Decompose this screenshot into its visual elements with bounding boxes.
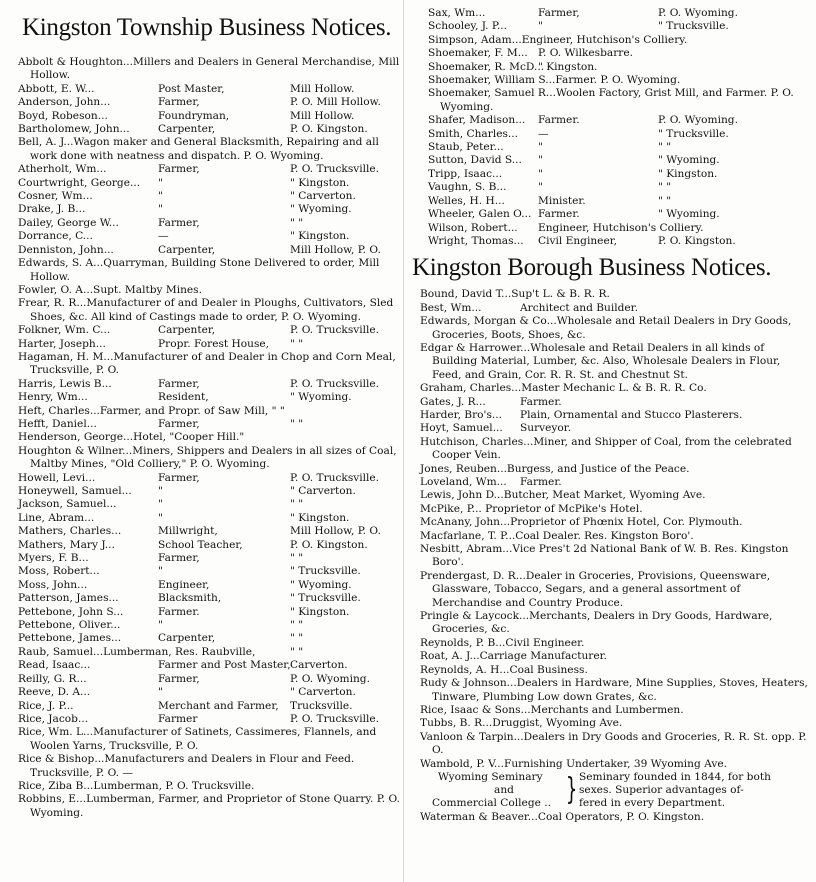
notice-entry <box>18 378 400 391</box>
entry-post-office: Mill Hollow. <box>290 82 355 95</box>
notice-entry <box>18 646 400 659</box>
entry-post-office: " Carverton. <box>290 190 356 203</box>
entry-post-office: " " <box>658 194 672 207</box>
entry-name: Harder, Bro's... <box>420 408 502 421</box>
entry-occupation: Carpenter, <box>158 324 216 337</box>
notice-entry <box>428 7 810 20</box>
entry-occupation: " <box>158 485 163 497</box>
notice-entry: Edwards, Morgan & Co...Wholesale and Retail Dealers in Dry Goods, Groceries, Boots, Shoes, &c. <box>420 315 792 341</box>
entry-name: Anderson, John... <box>18 96 111 109</box>
entry-occupation: — <box>538 127 549 140</box>
entry-post-office: Mill Hollow. <box>290 109 355 122</box>
notice-entry: Bell, A. J...Wagon maker and General Blacksmith, Repairing and all work done with neatness and dispatch. P. O. Wyoming. <box>18 136 379 162</box>
entry-post-office: P. O. Wyoming. <box>658 7 738 19</box>
notice-entry: Heft, Charles...Farmer, and Propr. of Saw Mill, " " <box>18 404 285 417</box>
notice-entry <box>428 195 810 208</box>
entry-name: Abbott, E. W... <box>18 82 95 95</box>
notice-entry <box>18 632 400 645</box>
notice-entry <box>420 396 810 409</box>
entry-name: Shoemaker, R. McD... <box>428 60 545 73</box>
entry-post-office: " Trucksville. <box>658 20 729 33</box>
entry-post-office: " " <box>658 181 672 194</box>
entry-name: Gates, J. R... <box>420 395 486 408</box>
notice-entry <box>18 123 400 136</box>
entry-name: Shafer, Madison... <box>428 114 526 127</box>
entry-post-office: Mill Hollow, P. O. <box>290 243 381 256</box>
notice-entry: Waterman & Beaver...Coal Operators, P. O. Kingston. <box>420 810 705 823</box>
entry-occupation: " <box>158 203 163 216</box>
entry-name: Moss, Robert... <box>18 565 100 578</box>
entry-post-office: " " <box>290 645 304 658</box>
entry-name: Rice, Jacob... <box>18 712 89 725</box>
entry-name: Moss, John... <box>18 578 88 591</box>
notice-entry <box>18 96 400 109</box>
notice-entry: Lewis, John D...Butcher, Meat Market, Wyoming Ave. <box>420 489 706 502</box>
entry-post-office: P. O. Trucksville. <box>290 471 380 484</box>
entry-post-office: " " <box>290 552 304 565</box>
entry-post-office: " " <box>290 498 304 511</box>
entry-occupation: Farmer, <box>158 417 200 430</box>
entry-name: Atherholt, Wm... <box>18 163 107 176</box>
borough-notices <box>420 288 810 771</box>
entry-occupation: Minister. <box>538 194 586 207</box>
entry-occupation: " <box>158 176 163 189</box>
entry-occupation: Engineer, Hutchison's Colliery. <box>538 221 704 234</box>
entry-occupation: Surveyor. <box>520 422 572 435</box>
entry-post-office: " Wyoming. <box>658 208 720 221</box>
notice-entry <box>18 485 400 498</box>
entry-name: Patterson, James... <box>18 592 119 605</box>
entry-post-office: P. O. Wyoming. <box>658 114 738 127</box>
notice-entry <box>428 235 810 248</box>
entry-occupation: Merchant and Farmer, <box>158 699 279 712</box>
notice-entry <box>18 606 400 619</box>
entry-occupation: " <box>158 511 163 524</box>
entry-occupation: Farmer, <box>158 163 200 176</box>
entry-name: Vaughn, S. B... <box>428 181 507 194</box>
entry-occupation: Foundryman, <box>158 109 230 122</box>
entry-name: Line, Abram... <box>18 511 95 524</box>
entry-occupation: P. O. Wilkesbarre. <box>538 47 633 60</box>
entry-occupation: Engineer, <box>158 578 210 591</box>
notice-entry <box>18 700 400 713</box>
entry-name: Best, Wm... <box>420 301 482 314</box>
entry-name: Pettebone, James... <box>18 632 122 645</box>
notice-entry <box>18 338 400 351</box>
entry-occupation: Carpenter, <box>158 632 216 645</box>
seminary-and: and <box>494 783 514 796</box>
notice-entry: Henderson, George...Hotel, "Cooper Hill." <box>18 431 245 444</box>
notice-entry <box>428 222 810 235</box>
notice-entry <box>420 302 810 315</box>
entry-name: Wright, Thomas... <box>428 234 524 247</box>
entry-name: Schooley, J. P... <box>428 20 507 33</box>
entry-occupation: Farmer, <box>538 7 580 19</box>
notice-entry <box>428 114 810 127</box>
entry-occupation: " <box>538 154 543 167</box>
entry-name: Read, Isaac... <box>18 659 91 672</box>
entry-post-office: P. O. Kingston. <box>658 234 736 247</box>
entry-occupation: Propr. Forest House, <box>158 337 270 350</box>
entry-post-office: Trucksville. <box>290 699 353 712</box>
notice-entry <box>18 472 400 485</box>
entry-name: Raub, Samuel...Lumberman, Res. Raubville, <box>18 645 256 658</box>
entry-name: Reilly, G. R... <box>18 672 87 685</box>
entry-occupation: Civil Engineer, <box>538 234 617 247</box>
notice-entry: Shoemaker, Samuel R...Woolen Factory, Grist Mill, and Farmer. P. O. Wyoming. <box>428 87 794 113</box>
entry-name: Henry, Wm... <box>18 391 88 404</box>
notice-entry: Edwards, S. A...Quarryman, Building Stone Delivered to order, Mill Hollow. <box>18 257 380 283</box>
entry-post-office: " Trucksville. <box>658 127 729 140</box>
entry-post-office: P. O. Trucksville. <box>290 377 380 390</box>
seminary-name: Wyoming Seminary <box>438 770 543 783</box>
township-notices <box>18 56 400 820</box>
entry-post-office: P. O. Trucksville. <box>290 712 380 725</box>
entry-post-office: P. O. Kingston. <box>290 538 368 551</box>
entry-post-office: " " <box>658 141 672 154</box>
notice-entry <box>18 512 400 525</box>
entry-occupation: Farmer. <box>158 605 200 618</box>
notice-entry <box>18 418 400 431</box>
notice-entry: Pringle & Laycock...Merchants, Dealers in Dry Goods, Hardware, Groceries, &c. <box>420 610 773 636</box>
entry-name: Bartholomew, John... <box>18 123 130 136</box>
notice-entry: Shoemaker, William S...Farmer. P. O. Wyoming. <box>428 74 681 87</box>
notice-entry <box>18 324 400 337</box>
notice-entry: Rice, Wm. L...Manufacturer of Satinets, Cassimeres, Flannels, and Woolen Yarns, Trucksville, P. O. <box>18 726 377 752</box>
entry-post-office: " " <box>290 619 304 632</box>
entry-name: Pettebone, Oliver... <box>18 619 121 632</box>
notice-entry <box>18 686 400 699</box>
entry-name: Wheeler, Galen O... <box>428 208 532 221</box>
notice-entry: Roat, A. J...Carriage Manufacturer. <box>420 650 607 663</box>
entry-occupation: " Kingston. <box>538 60 598 73</box>
entry-post-office: P. O. Trucksville. <box>290 324 380 337</box>
notice-entry <box>18 83 400 96</box>
entry-occupation: Blacksmith, <box>158 592 222 605</box>
notice-entry <box>18 203 400 216</box>
entry-name: Sutton, David S... <box>428 154 522 167</box>
entry-name: Hefft, Daniel... <box>18 417 97 430</box>
entry-name: Sax, Wm... <box>428 7 486 19</box>
notice-entry <box>18 619 400 632</box>
entry-name: Mathers, Mary J... <box>18 538 115 551</box>
notice-entry: Hagaman, H. M...Manufacturer of and Dealer in Chop and Corn Meal, Trucksville, P. O. <box>18 350 396 377</box>
entry-name: Howell, Levi... <box>18 471 96 484</box>
notice-entry <box>18 190 400 203</box>
notice-entry: Hutchison, Charles...Miner, and Shipper of Coal, from the celebrated Cooper Vein. <box>420 435 792 462</box>
notice-entry: Jones, Reuben...Burgess, and Justice of the Peace. <box>420 462 690 475</box>
notice-entry: Vanloon & Tarpin...Dealers in Dry Goods and Groceries, R. R. St. opp. P. O. <box>420 730 807 757</box>
notice-entry: Tubbs, B. R...Druggist, Wyoming Ave. <box>420 717 623 730</box>
entry-occupation: Architect and Builder. <box>520 301 638 314</box>
entry-name: Loveland, Wm... <box>420 476 507 488</box>
entry-occupation: Millwright, <box>158 525 218 538</box>
entry-occupation: — <box>158 230 169 243</box>
notice-entry: Macfarlane, T. P...Coal Dealer. Res. Kingston Boro'. <box>420 529 694 542</box>
notice-entry <box>428 61 810 74</box>
notice-entry <box>428 168 810 181</box>
entry-name: Folkner, Wm. C... <box>18 324 111 337</box>
seminary-desc-3: fered in every Department. <box>579 796 726 809</box>
entry-name: Dorrance, C... <box>18 230 93 243</box>
notice-entry <box>18 659 400 672</box>
entry-post-office: " Wyoming. <box>658 154 720 167</box>
notice-entry: Wambold, P. V...Furnishing Undertaker, 39 Wyoming Ave. <box>420 757 727 770</box>
entry-occupation: Farmer and Post Master, <box>158 659 291 672</box>
notice-entry: Prendergast, D. R...Dealer in Groceries, Provisions, Queensware, Glassware, Tobacco, Segars, and a general assortment of Merchandise and Country Produce. <box>420 569 771 609</box>
notice-entry <box>420 422 810 435</box>
township-heading: Kingston Township Business Notices. <box>22 14 392 41</box>
entry-name: Pettebone, John S... <box>18 605 124 618</box>
column-divider <box>403 0 404 882</box>
township-notices-continued <box>428 7 810 248</box>
notice-entry: Bound, David T...Sup't L. & B. R. R. <box>420 288 610 301</box>
entry-post-office: P. O. Wyoming. <box>290 672 370 685</box>
entry-name: Harris, Lewis B... <box>18 377 112 390</box>
entry-name: Welles, H. H... <box>428 194 505 207</box>
notice-entry <box>18 217 400 230</box>
notice-entry <box>18 230 400 243</box>
notice-entry <box>18 713 400 726</box>
entry-name: Dailey, George W... <box>18 216 119 229</box>
entry-post-office: " Kingston. <box>290 176 350 189</box>
entry-name: Tripp, Isaac... <box>428 167 503 180</box>
notice-entry <box>18 498 400 511</box>
seminary-college: Commercial College .. <box>432 796 551 809</box>
notice-entry <box>18 177 400 190</box>
seminary-desc-1: Seminary founded in 1844, for both <box>579 770 771 783</box>
entry-post-office: " " <box>290 216 304 229</box>
entry-occupation: Farmer, <box>158 377 200 390</box>
entry-post-office: " " <box>290 337 304 350</box>
entry-name: Staub, Peter... <box>428 141 504 154</box>
entry-post-office: P. O. Mill Hollow. <box>290 96 381 109</box>
entry-name: Hoyt, Samuel... <box>420 422 503 435</box>
entry-occupation: Post Master, <box>158 82 225 95</box>
notice-entry <box>428 128 810 141</box>
entry-post-office: Mill Hollow, P. O. <box>290 525 381 538</box>
entry-name: Jackson, Samuel... <box>18 498 117 511</box>
notice-entry: Rice & Bishop...Manufacturers and Dealers in Flour and Feed. Trucksville, P. O. — <box>18 753 355 779</box>
entry-occupation: " <box>538 181 543 194</box>
notice-entry <box>18 579 400 592</box>
entry-name: Wilson, Robert... <box>428 221 518 234</box>
entry-name: Shoemaker, F. M... <box>428 47 528 60</box>
entry-occupation: Farmer. <box>538 208 580 221</box>
entry-name: Mathers, Charles... <box>18 525 122 538</box>
notice-entry <box>18 539 400 552</box>
entry-post-office: " Carverton. <box>290 686 356 699</box>
notice-entry <box>18 391 400 404</box>
entry-post-office: " Kingston. <box>290 230 350 243</box>
entry-occupation: Carpenter, <box>158 123 216 136</box>
entry-post-office: " Kingston. <box>290 605 350 618</box>
entry-post-office: " Trucksville. <box>290 592 361 605</box>
entry-occupation: Farmer, <box>158 552 200 565</box>
entry-name: Myers, F. B... <box>18 552 89 565</box>
entry-post-office: " Wyoming. <box>290 203 352 216</box>
entry-occupation: Farmer, <box>158 471 200 484</box>
notice-entry: Rudy & Johnson...Dealers in Hardware, Mine Supplies, Stoves, Heaters, Tinware, Plumbing Low down Grates, &c. <box>420 677 808 703</box>
entry-occupation: Farmer. <box>520 395 562 408</box>
notice-entry <box>18 244 400 257</box>
borough-heading: Kingston Borough Business Notices. <box>412 254 772 282</box>
notice-entry <box>428 141 810 154</box>
entry-post-office: " " <box>290 632 304 645</box>
notice-entry <box>420 476 810 489</box>
notice-entry <box>428 20 810 33</box>
entry-name: Denniston, John... <box>18 243 114 256</box>
entry-occupation: Plain, Ornamental and Stucco Plasterers. <box>520 408 743 421</box>
notice-entry <box>18 565 400 578</box>
notice-entry: McPike, P... Proprietor of McPike's Hotel. <box>420 502 643 515</box>
entry-post-office: " Kingston. <box>290 511 350 524</box>
entry-occupation: " <box>158 498 163 511</box>
notice-entry: Houghton & Wilner...Miners, Shippers and Dealers in all sizes of Coal, Maltby Mines, "Old Colliery," P. O. Wyoming. <box>18 444 397 471</box>
entry-post-office: " Kingston. <box>658 167 718 180</box>
entry-occupation: Farmer, <box>158 672 200 685</box>
entry-post-office: P. O. Trucksville. <box>290 163 380 176</box>
entry-post-office: Carverton. <box>290 659 348 672</box>
entry-name: Cosner, Wm... <box>18 190 93 203</box>
notice-entry: Robbins, E...Lumberman, Farmer, and Proprietor of Stone Quarry. P. O. Wyoming. <box>18 793 400 819</box>
entry-post-office: " Wyoming. <box>290 578 352 591</box>
entry-occupation: School Teacher, <box>158 538 243 551</box>
entry-name: Drake, J. B... <box>18 203 86 216</box>
seminary-entry <box>424 771 810 811</box>
notice-entry <box>420 409 810 422</box>
entry-occupation: " <box>538 141 543 154</box>
entry-post-office: " Carverton. <box>290 485 356 497</box>
entry-post-office: P. O. Kingston. <box>290 123 368 136</box>
notice-entry: Nesbitt, Abram...Vice Pres't 2d National Bank of W. B. Res. Kingston Boro'. <box>420 543 789 569</box>
notice-entry: Rice, Ziba B...Lumberman, P. O. Trucksville. <box>18 779 255 792</box>
entry-occupation: Resident, <box>158 391 209 404</box>
entry-post-office: " " <box>290 417 304 430</box>
notice-entry: McAnany, John...Proprietor of Phœnix Hotel, Cor. Plymouth. <box>420 516 743 529</box>
notice-entry: Graham, Charles...Master Mechanic L. & B. R. R. Co. <box>420 382 707 395</box>
entry-name: Rice, J. P... <box>18 699 74 712</box>
entry-name: Honeywell, Samuel... <box>18 485 132 497</box>
notice-entry: Frear, R. R...Manufacturer of and Dealer in Ploughs, Cultivators, Sled Shoes, &c. All kind of Castings made to order, P. O. Wyoming. <box>18 297 394 323</box>
notice-entry: Reynolds, A. H...Coal Business. <box>420 663 588 676</box>
entry-post-office: " Trucksville. <box>290 565 361 578</box>
notice-entry <box>18 525 400 538</box>
entry-name: Boyd, Robeson... <box>18 109 108 122</box>
seminary-desc-2: sexes. Superior advantages of- <box>579 783 744 796</box>
notice-entry <box>428 154 810 167</box>
entry-name: Courtwright, George... <box>18 176 141 189</box>
notice-entry: Reynolds, P. B...Civil Engineer. <box>420 636 585 649</box>
entry-name: Smith, Charles... <box>428 127 519 140</box>
entry-occupation: " <box>158 686 163 699</box>
seminary-brace: } <box>565 771 578 807</box>
notice-entry <box>428 181 810 194</box>
notice-entry <box>18 110 400 123</box>
notice-entry: Fowler, O. A...Supt. Maltby Mines. <box>18 283 202 296</box>
entry-occupation: " <box>158 619 163 632</box>
left-column <box>12 0 400 820</box>
notice-entry <box>18 592 400 605</box>
right-column <box>410 0 810 824</box>
notice-entry: Abbolt & Houghton...Millers and Dealers in General Merchandise, Mill Hollow. <box>18 56 400 82</box>
entry-occupation: Carpenter, <box>158 243 216 256</box>
entry-name: Harter, Joseph... <box>18 337 106 350</box>
entry-occupation: Farmer. <box>538 114 580 127</box>
notice-entry: Rice, Isaac & Sons...Merchants and Lumbermen. <box>420 703 684 716</box>
notice-entry <box>18 552 400 565</box>
entry-name: Reeve, D. A... <box>18 686 91 699</box>
entry-occupation: " <box>538 20 543 33</box>
entry-occupation: Farmer <box>158 712 198 725</box>
notice-entry <box>428 208 810 221</box>
entry-occupation: " <box>158 565 163 578</box>
notice-entry: Simpson, Adam...Engineer, Hutchison's Colliery. <box>428 33 688 46</box>
entry-occupation: Farmer, <box>158 216 200 229</box>
entry-occupation: Farmer. <box>520 476 562 488</box>
entry-occupation: Farmer, <box>158 96 200 109</box>
notice-entry <box>18 163 400 176</box>
entry-occupation: " <box>538 167 543 180</box>
notice-entry <box>428 47 810 60</box>
notice-entry <box>18 673 400 686</box>
notice-entry: Edgar & Harrower...Wholesale and Retail Dealers in all kinds of Building Material, Lumber, &c. Also, Wholesale Dealers in Flour, Feed, and Grain, Cor. R. R. St. and Chestnut St. <box>420 341 781 381</box>
entry-occupation: " <box>158 190 163 203</box>
entry-post-office: " Wyoming. <box>290 391 352 404</box>
